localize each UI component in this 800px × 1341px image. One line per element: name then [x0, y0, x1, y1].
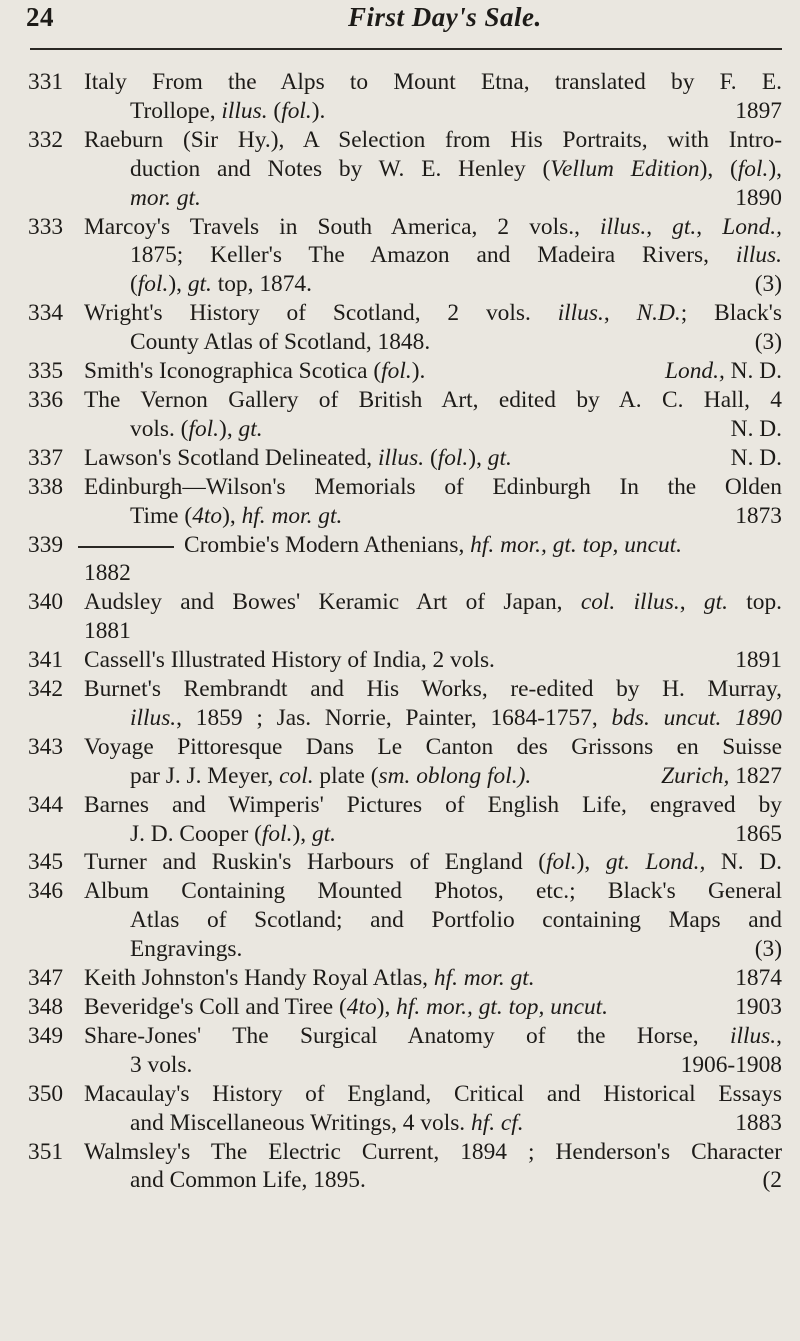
entry-line: vols. (fol.), gt. — [130, 415, 263, 442]
entry-date: 1890 — [735, 184, 782, 211]
entry-line: Smith's Iconographica Scotica (fol.). — [84, 358, 426, 385]
lot-entry — [30, 791, 782, 849]
entry-quantity: (3) — [754, 936, 782, 963]
lot-number: 338 — [28, 473, 64, 500]
entry-line: duction and Notes by W. E. Henley (Vellum Edition), (fol.), — [130, 155, 782, 182]
entry-line: Wright's History of Scotland, 2 vols. illus., N.D.; Black's — [84, 300, 782, 327]
entry-line: and Common Life, 1895. — [130, 1167, 366, 1194]
entry-line: Keith Johnston's Handy Royal Atlas, hf. mor. gt. — [84, 965, 535, 992]
lot-entry — [30, 68, 782, 126]
lot-number: 334 — [28, 300, 64, 327]
entry-date: Lond., N. D. — [665, 358, 782, 385]
lot-number: 344 — [28, 791, 64, 818]
entry-date: 1874 — [735, 965, 782, 992]
lot-entry — [30, 848, 782, 877]
lot-number: 343 — [28, 733, 64, 760]
lot-entry — [30, 646, 782, 675]
page-header — [26, 0, 782, 50]
lot-entry — [30, 473, 782, 531]
entry-line: 3 vols. — [130, 1051, 193, 1078]
page-number: 24 — [26, 2, 54, 32]
lot-entry — [30, 588, 782, 646]
entry-line: Trollope, illus. (fol.). — [130, 97, 326, 124]
entry-line: Raeburn (Sir Hy.), A Selection from His Portraits, with Intro- — [84, 126, 782, 153]
entry-line: Beveridge's Coll and Tiree (4to), hf. mor., gt. top, uncut. — [84, 994, 609, 1020]
entry-date: 1906-1908 — [680, 1051, 782, 1078]
lot-number: 333 — [28, 213, 64, 240]
entry-quantity: (3) — [754, 271, 782, 298]
entry-date: 1881 — [84, 618, 131, 645]
lot-number: 335 — [28, 358, 64, 385]
entry-line: Burnet's Rembrandt and His Works, re-edited by H. Murray, — [84, 676, 782, 703]
ditto-dash — [78, 546, 174, 548]
lot-number: 340 — [28, 589, 64, 616]
entry-line: J. D. Cooper (fol.), gt. — [130, 820, 336, 847]
lot-entry — [30, 1138, 782, 1196]
lot-number: 350 — [28, 1080, 64, 1107]
lot-entry — [30, 299, 782, 357]
entry-date: N. D. — [730, 415, 782, 442]
entry-line: Macaulay's History of England, Critical and Historical Essays — [84, 1080, 782, 1107]
lot-entry — [30, 675, 782, 733]
entry-line: Turner and Ruskin's Harbours of England (fol.), gt. Lond., N. D. — [84, 849, 782, 876]
entry-line: Engravings. — [130, 936, 243, 963]
entry-date: 1882 — [84, 560, 131, 587]
lot-number: 337 — [28, 444, 64, 471]
lot-number: 347 — [28, 965, 64, 992]
entry-line: Marcoy's Travels in South America, 2 vols., illus., gt., Lond., — [84, 213, 782, 240]
lot-number: 341 — [28, 647, 64, 674]
entry-line: County Atlas of Scotland, 1848. — [130, 329, 431, 356]
entry-line: and Miscellaneous Writings, 4 vols. hf. cf. — [130, 1109, 524, 1136]
lot-entry — [30, 126, 782, 213]
lot-entry — [30, 213, 782, 300]
lot-number: 348 — [28, 994, 64, 1020]
entry-quantity: (3) — [754, 329, 782, 356]
lot-entry — [30, 1080, 782, 1138]
entry-line: illus., 1859 ; Jas. Norrie, Painter, 1684-1757, bds. uncut. 1890 — [130, 704, 782, 731]
entry-line: Italy From the Alps to Mount Etna, translated by F. E. — [84, 69, 782, 95]
entry-date: 1891 — [735, 647, 782, 674]
entry-line: Time (4to), hf. mor. gt. — [130, 502, 343, 529]
lot-number: 339 — [28, 531, 64, 558]
entry-line: Album Containing Mounted Photos, etc.; Black's General — [84, 878, 782, 905]
entry-line: mor. gt. — [130, 184, 201, 211]
entry-date: 1903 — [735, 994, 782, 1020]
entry-line: 1875; Keller's The Amazon and Madeira Rivers, illus. — [130, 242, 782, 269]
lot-number: 336 — [28, 386, 64, 413]
lot-entry — [30, 733, 782, 791]
lot-number: 346 — [28, 878, 64, 905]
entry-line: Walmsley's The Electric Current, 1894 ; Henderson's Character — [84, 1138, 782, 1165]
lot-entry — [30, 964, 782, 993]
lot-number: 345 — [28, 849, 64, 876]
running-title: First Day's Sale. — [348, 2, 542, 32]
entry-date: 1897 — [735, 97, 782, 124]
lot-entry — [30, 357, 782, 386]
entry-date: 1883 — [735, 1109, 782, 1136]
entry-line: par J. J. Meyer, col. plate (sm. oblong fol.). — [130, 762, 532, 789]
entry-line: Share-Jones' The Surgical Anatomy of the Horse, illus., — [84, 1022, 782, 1049]
lot-entry — [30, 444, 782, 473]
entry-date: Zurich, 1827 — [661, 762, 782, 789]
lot-number: 331 — [28, 69, 64, 95]
entry-line: Crombie's Modern Athenians, hf. mor., gt. top, uncut. — [184, 531, 683, 558]
entry-line: (fol.), gt. top, 1874. — [130, 271, 312, 298]
lot-number: 349 — [28, 1022, 64, 1049]
entry-line: Voyage Pittoresque Dans Le Canton des Grissons en Suisse — [84, 733, 782, 760]
entry-line: The Vernon Gallery of British Art, edited by A. C. Hall, 4 — [84, 386, 782, 413]
lot-list — [30, 68, 782, 1195]
entry-date: 1873 — [735, 502, 782, 529]
entry-date: 1865 — [735, 820, 782, 847]
lot-number: 332 — [28, 126, 64, 153]
lot-number: 342 — [28, 676, 64, 703]
entry-line: Edinburgh—Wilson's Memorials of Edinburgh In the Olden — [84, 473, 782, 500]
lot-entry — [30, 531, 782, 589]
entry-line: Lawson's Scotland Delineated, illus. (fol.), gt. — [84, 444, 512, 471]
lot-number: 351 — [28, 1138, 64, 1165]
entry-line: Atlas of Scotland; and Portfolio containing Maps and — [130, 907, 782, 934]
entry-line: Cassell's Illustrated History of India, 2 vols. — [84, 647, 495, 674]
lot-entry — [30, 386, 782, 444]
entry-date: N. D. — [730, 444, 782, 471]
entry-line: Audsley and Bowes' Keramic Art of Japan, col. illus., gt. top. — [84, 589, 782, 616]
lot-entry — [30, 1022, 782, 1080]
lot-entry — [30, 993, 782, 1022]
lot-entry — [30, 877, 782, 964]
entry-line: Barnes and Wimperis' Pictures of English Life, engraved by — [84, 791, 782, 818]
entry-quantity: (2 — [762, 1167, 782, 1194]
